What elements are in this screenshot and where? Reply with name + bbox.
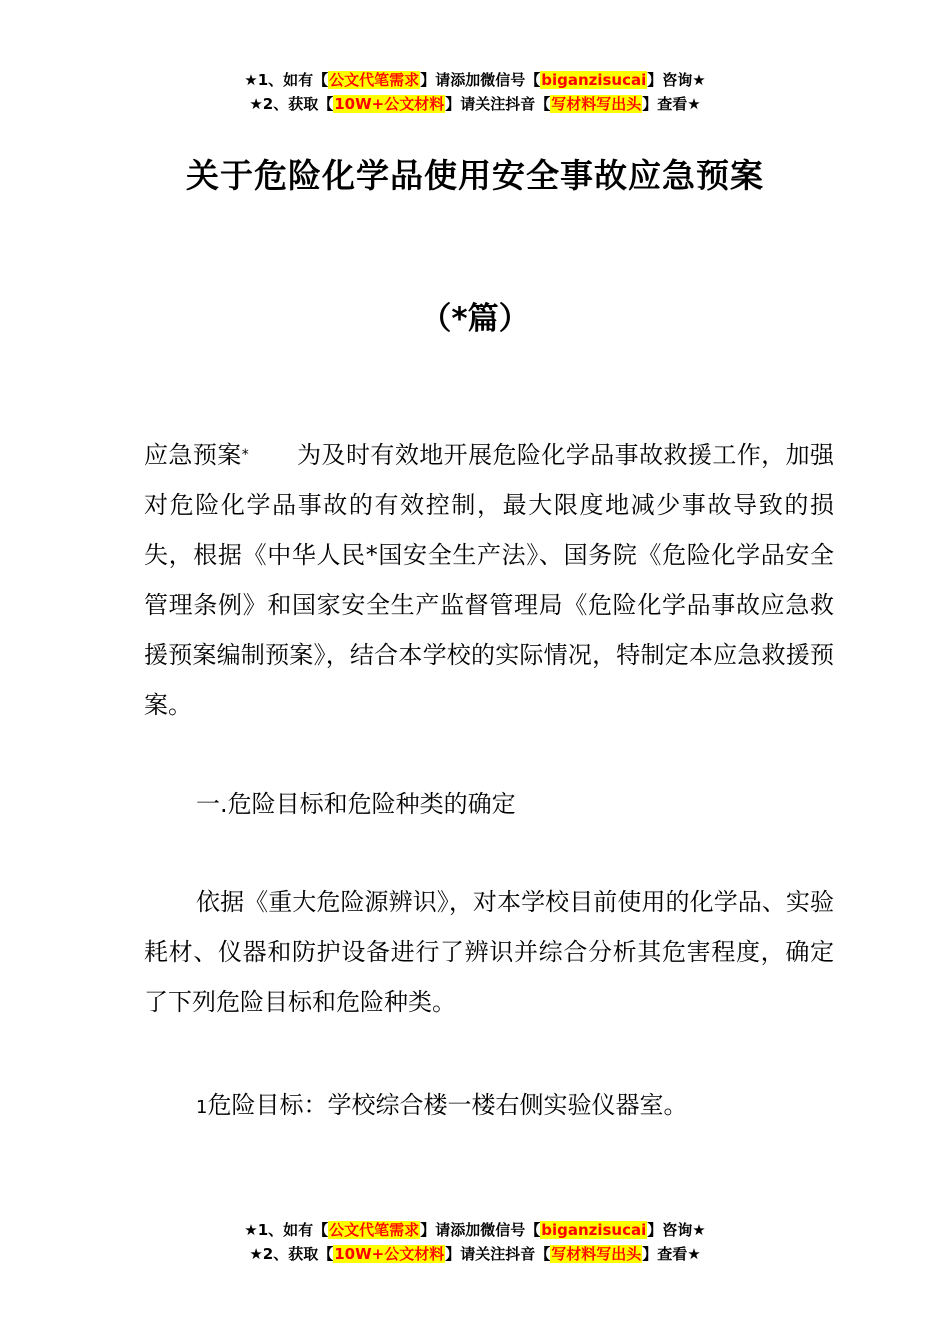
document-title: 关于危险化学品使用安全事故应急预案 xyxy=(186,156,764,195)
promo-highlight: biganzisucai xyxy=(541,1221,647,1239)
intro-lead: 应急预案 xyxy=(144,441,242,469)
section-heading: 一.危险目标和危险种类的确定 xyxy=(196,790,516,818)
promo-highlight: 写材料写出头 xyxy=(551,1245,642,1263)
promo-line-2 xyxy=(0,92,950,116)
promo-text: ★2、获取【 xyxy=(249,1245,334,1263)
promo-line-2 xyxy=(0,1242,950,1266)
promo-banner-top xyxy=(0,68,950,116)
promo-highlight: 公文代笔需求 xyxy=(329,1221,420,1239)
intro-text: 为及时有效地开展危险化学品事故救援工作，加强对危险化学品事故的有效控制，最大限度地减少事故导致的损失，根据《中华人民*国安全生产法》、国务院《危险化学品安全管理条例》和国家安全生产监督管理局《危险化学品事故应急救援预案编制预案》，结合本学校的实际情况，特制定本应急救援预案。 xyxy=(144,441,835,719)
promo-text: 】咨询★ xyxy=(647,1221,706,1239)
promo-text: 】咨询★ xyxy=(647,71,706,89)
promo-text: 】查看★ xyxy=(642,95,701,113)
document-subtitle: （*篇） xyxy=(420,301,530,337)
promo-highlight: 10W+公文材料 xyxy=(334,1245,445,1263)
promo-text: 】请添加微信号【 xyxy=(420,1221,541,1239)
promo-text: ★1、如有【 xyxy=(244,1221,329,1239)
promo-highlight: 写材料写出头 xyxy=(551,95,642,113)
promo-line-1 xyxy=(0,1218,950,1242)
intro-mark: * xyxy=(241,447,249,463)
promo-text: ★2、获取【 xyxy=(249,95,334,113)
promo-text: ★1、如有【 xyxy=(244,71,329,89)
promo-highlight: 10W+公文材料 xyxy=(334,95,445,113)
promo-banner-bottom xyxy=(0,1218,950,1266)
promo-highlight: biganzisucai xyxy=(541,71,647,89)
promo-text: 】请关注抖音【 xyxy=(445,1245,551,1263)
promo-highlight: 公文代笔需求 xyxy=(329,71,420,89)
promo-line-1 xyxy=(0,68,950,92)
promo-text: 】请添加微信号【 xyxy=(420,71,541,89)
promo-text: 】请关注抖音【 xyxy=(445,95,551,113)
promo-text: 】查看★ xyxy=(642,1245,701,1263)
list-item xyxy=(144,1080,834,1133)
item-text: 危险目标：学校综合楼一楼右侧实验仪器室。 xyxy=(207,1091,688,1119)
item-number: 1 xyxy=(196,1097,208,1118)
paragraph-intro xyxy=(144,430,834,730)
paragraph-basis: 依据《重大危险源辨识》，对本学校目前使用的化学品、实验耗材、仪器和防护设备进行了辨识并综合分析其危害程度，确定了下列危险目标和危险种类。 xyxy=(144,888,834,1016)
